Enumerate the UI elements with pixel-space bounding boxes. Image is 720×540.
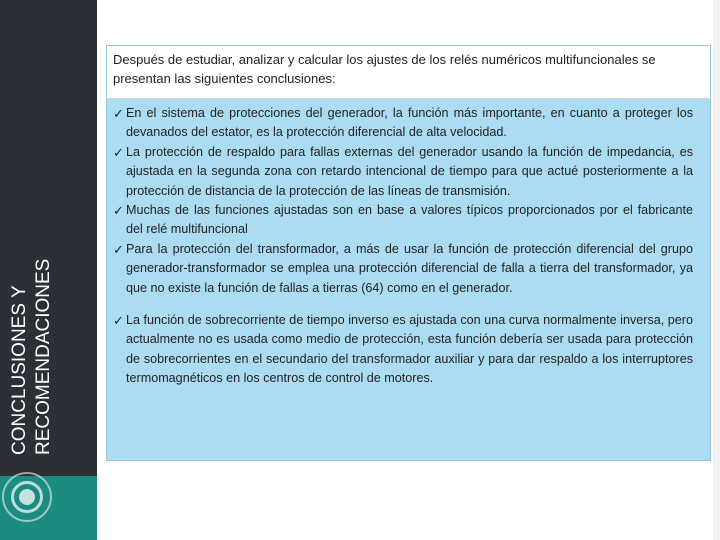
- list-item: [113, 311, 693, 389]
- list-item-text: La función de sobrecorriente de tiempo inverso es ajustada con una curva normalmente inversa, pero actualmente no es usada como medio de protección, esta función debería ser usada para protección de sobrecorrientes en el secundario del transformador auxiliar y para dar respaldo a los interruptores termomagnéticos en los centros de control de motores.: [126, 313, 693, 386]
- conclusions-list: [113, 104, 693, 389]
- section-title-line-2: RECOMENDACIONES: [32, 258, 54, 455]
- list-item-text: En el sistema de protecciones del generador, la función más importante, en cuanto a proteger los devanados del estator, es la protección diferencial de alta velocidad.: [126, 106, 693, 140]
- check-icon: ✓: [113, 313, 124, 329]
- list-item: [113, 201, 693, 240]
- check-icon: ✓: [113, 203, 124, 219]
- intro-text: Después de estudiar, analizar y calcular los ajustes de los relés numéricos multifuncionales se presentan las siguientes conclusiones:: [113, 52, 656, 86]
- list-item-text: Para la protección del transformador, a más de usar la función de protección diferencial del grupo generador-transformador se emplea una protección diferencial de falla a tierra del transformador, ya que no existe la función de fallas a tierras (64) como en el generador.: [126, 241, 693, 295]
- list-item: [113, 143, 693, 201]
- list-item-text: Muchas de las funciones ajustadas son en base a valores típicos proporcionados por el fabricante del relé multifuncional: [126, 203, 693, 237]
- list-item: [113, 104, 693, 143]
- check-icon: ✓: [113, 241, 124, 257]
- check-icon: ✓: [113, 106, 124, 121]
- right-edge-strip: [713, 0, 720, 540]
- list-item-text: La protección de respaldo para fallas externas del generador usando la función de impedancia, es ajustada en la segunda zona con retardo intencional de tiempo para que actué posteriormente a la protección de distancia de la protección de las líneas de transmisión.: [126, 144, 693, 198]
- section-title-line-1: CONCLUSIONES Y: [9, 285, 30, 455]
- check-icon: ✓: [113, 144, 124, 160]
- list-item: [113, 240, 693, 298]
- section-title: [0, 0, 120, 460]
